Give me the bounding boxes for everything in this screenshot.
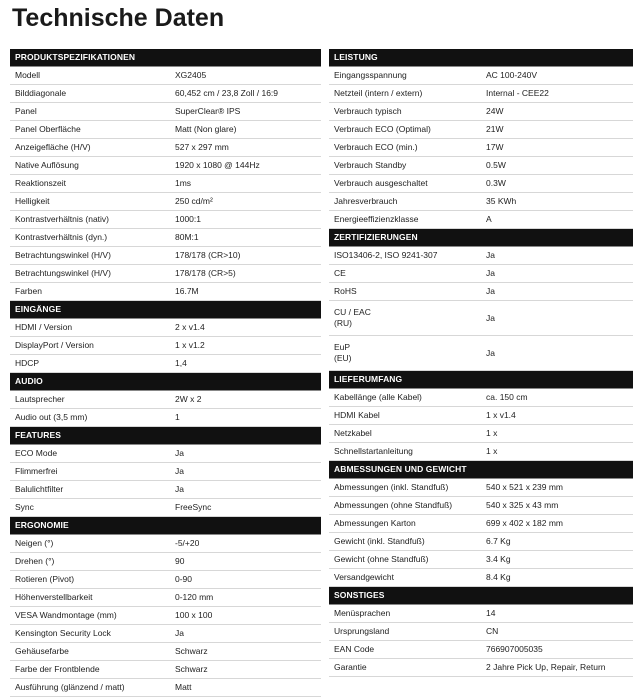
spec-row <box>10 661 321 679</box>
spec-value: 80M:1 <box>175 232 199 242</box>
spec-label: Betrachtungswinkel (H/V) <box>15 268 111 278</box>
spec-row <box>10 193 321 211</box>
spec-label: EAN Code <box>334 644 375 654</box>
spec-value: Ja <box>175 466 184 476</box>
spec-value: Ja <box>486 250 495 260</box>
spec-value: 1,4 <box>175 358 187 368</box>
spec-value: 540 x 521 x 239 mm <box>486 482 564 492</box>
spec-value: XG2405 <box>175 70 207 80</box>
spec-value: Internal - CEE22 <box>486 88 549 98</box>
spec-label: Lautsprecher <box>15 394 65 404</box>
spec-value: 1ms <box>175 178 192 188</box>
spec-row <box>10 589 321 607</box>
spec-label: Farbe der Frontblende <box>15 664 100 674</box>
spec-value: 90 <box>175 556 185 566</box>
spec-row <box>329 301 633 336</box>
spec-row <box>10 211 321 229</box>
spec-value: 1000:1 <box>175 214 201 224</box>
spec-value: 0-90 <box>175 574 193 584</box>
spec-row <box>329 641 633 659</box>
spec-row <box>10 499 321 517</box>
spec-label: Ausführung (glänzend / matt) <box>15 682 125 692</box>
spec-value: 0.5W <box>486 160 506 170</box>
spec-value: 100 x 100 <box>175 610 213 620</box>
spec-row <box>10 139 321 157</box>
spec-row <box>10 355 321 373</box>
section-header-features: FEATURES <box>10 427 321 445</box>
spec-row <box>10 247 321 265</box>
spec-row <box>10 679 321 697</box>
spec-row <box>10 265 321 283</box>
spec-label: Energieeffizienzklasse <box>334 214 419 224</box>
spec-label: Verbrauch ausgeschaltet <box>334 178 428 188</box>
spec-row <box>10 337 321 355</box>
spec-label: Menüsprachen <box>334 608 391 618</box>
spec-row <box>10 571 321 589</box>
spec-label: Versandgewicht <box>334 572 395 582</box>
section-header-produktspezifikationen: PRODUKTSPEZIFIKATIONEN <box>10 49 321 67</box>
section-header-audio: AUDIO <box>10 373 321 391</box>
spec-value: 2 Jahre Pick Up, Repair, Return <box>486 662 606 672</box>
spec-value: 540 x 325 x 43 mm <box>486 500 559 510</box>
spec-row <box>329 425 633 443</box>
section-header-lieferumfang: LIEFERUMFANG <box>329 371 633 389</box>
spec-row <box>10 625 321 643</box>
spec-row <box>10 67 321 85</box>
spec-label: Kontrastverhältnis (nativ) <box>15 214 110 224</box>
spec-row <box>329 211 633 229</box>
spec-row <box>10 463 321 481</box>
spec-label: Schnellstartanleitung <box>334 446 413 456</box>
spec-row <box>329 479 633 497</box>
spec-label: Verbrauch ECO (Optimal) <box>334 124 431 134</box>
spec-value: Ja <box>486 312 495 323</box>
spec-row <box>10 643 321 661</box>
spec-label: Abmessungen (inkl. Standfuß) <box>334 482 449 492</box>
spec-label: EuP (EU) <box>334 342 352 363</box>
right-spec-column <box>329 49 633 677</box>
spec-value: 3.4 Kg <box>486 554 511 564</box>
spec-value: 250 cd/m² <box>175 196 213 206</box>
spec-label: Verbrauch Standby <box>334 160 407 170</box>
spec-value: 699 x 402 x 182 mm <box>486 518 564 528</box>
spec-row <box>10 319 321 337</box>
spec-row <box>10 481 321 499</box>
spec-value: 0-120 mm <box>175 592 214 602</box>
spec-row <box>10 391 321 409</box>
spec-row <box>329 85 633 103</box>
spec-value: AC 100-240V <box>486 70 538 80</box>
spec-row <box>329 175 633 193</box>
spec-label: CU / EAC (RU) <box>334 307 371 328</box>
section-header-ergonomie: ERGONOMIE <box>10 517 321 535</box>
spec-value: 178/178 (CR>10) <box>175 250 241 260</box>
spec-label: Audio out (3,5 mm) <box>15 412 88 422</box>
spec-row <box>329 157 633 175</box>
spec-label: Abmessungen (ohne Standfuß) <box>334 500 453 510</box>
section-header-einga-nge: EINGÄNGE <box>10 301 321 319</box>
spec-label: Bilddiagonale <box>15 88 67 98</box>
spec-row <box>329 515 633 533</box>
spec-value: 1 <box>175 412 180 422</box>
spec-label: Balulichtfilter <box>15 484 64 494</box>
spec-value: 527 x 297 mm <box>175 142 229 152</box>
spec-row <box>10 85 321 103</box>
spec-label: Gewicht (ohne Standfuß) <box>334 554 429 564</box>
spec-value: 1 x <box>486 446 498 456</box>
spec-row <box>10 175 321 193</box>
section-header-leistung: LEISTUNG <box>329 49 633 67</box>
spec-label: Gehäusefarbe <box>15 646 69 656</box>
spec-label: Native Auflösung <box>15 160 79 170</box>
spec-row <box>329 265 633 283</box>
spec-value: 1 x v1.4 <box>486 410 516 420</box>
spec-value: Ja <box>486 347 495 358</box>
spec-value: Ja <box>486 286 495 296</box>
spec-value: 1 x <box>486 428 498 438</box>
spec-row <box>10 121 321 139</box>
spec-label: ISO13406-2, ISO 9241-307 <box>334 250 438 260</box>
spec-label: Drehen (°) <box>15 556 55 566</box>
spec-label: Helligkeit <box>15 196 50 206</box>
spec-value: 24W <box>486 106 504 116</box>
spec-row <box>329 103 633 121</box>
spec-value: FreeSync <box>175 502 212 512</box>
spec-value: 35 KWh <box>486 196 517 206</box>
spec-row <box>329 533 633 551</box>
spec-label: Panel <box>15 106 37 116</box>
spec-row <box>329 247 633 265</box>
spec-row <box>329 389 633 407</box>
spec-label: Verbrauch ECO (min.) <box>334 142 418 152</box>
section-header-sonstiges: SONSTIGES <box>329 587 633 605</box>
spec-row <box>329 139 633 157</box>
spec-label: Kensington Security Lock <box>15 628 111 638</box>
spec-value: 178/178 (CR>5) <box>175 268 236 278</box>
section-header-zertifizierungen: ZERTIFIZIERUNGEN <box>329 229 633 247</box>
left-spec-column <box>10 49 321 697</box>
spec-label: Verbrauch typisch <box>334 106 402 116</box>
spec-row <box>10 445 321 463</box>
spec-label: DisplayPort / Version <box>15 340 94 350</box>
spec-label: Höhenverstellbarkeit <box>15 592 93 602</box>
spec-row <box>329 659 633 677</box>
spec-row <box>329 623 633 641</box>
spec-value: Ja <box>486 268 495 278</box>
spec-row <box>329 283 633 301</box>
spec-label: Gewicht (inkl. Standfuß) <box>334 536 425 546</box>
spec-row <box>329 193 633 211</box>
spec-label: Eingangsspannung <box>334 70 407 80</box>
spec-label: Netzteil (intern / extern) <box>334 88 423 98</box>
spec-label: Rotieren (Pivot) <box>15 574 75 584</box>
spec-value: 766907005035 <box>486 644 543 654</box>
spec-label: Modell <box>15 70 41 80</box>
section-header-abmessungen-und-gewicht: ABMESSUNGEN UND GEWICHT <box>329 461 633 479</box>
spec-value: 21W <box>486 124 504 134</box>
spec-value: 1 x v1.2 <box>175 340 205 350</box>
spec-label: Ursprungsland <box>334 626 390 636</box>
spec-row <box>10 157 321 175</box>
spec-row <box>329 121 633 139</box>
spec-value: -5/+20 <box>175 538 200 548</box>
spec-label: Panel Oberfläche <box>15 124 81 134</box>
spec-label: Farben <box>15 286 42 296</box>
spec-label: RoHS <box>334 286 357 296</box>
spec-value: 8.4 Kg <box>486 572 511 582</box>
spec-value: 6.7 Kg <box>486 536 511 546</box>
spec-value: Schwarz <box>175 646 208 656</box>
spec-row <box>10 283 321 301</box>
spec-row <box>329 336 633 371</box>
spec-row <box>10 409 321 427</box>
spec-label: Neigen (°) <box>15 538 54 548</box>
spec-label: HDCP <box>15 358 40 368</box>
spec-value: 0.3W <box>486 178 506 188</box>
spec-row <box>329 407 633 425</box>
spec-row <box>329 443 633 461</box>
spec-label: Kabellänge (alle Kabel) <box>334 392 422 402</box>
spec-label: Sync <box>15 502 34 512</box>
spec-row <box>10 535 321 553</box>
spec-label: Betrachtungswinkel (H/V) <box>15 250 111 260</box>
spec-value: 14 <box>486 608 496 618</box>
spec-value: SuperClear® IPS <box>175 106 241 116</box>
spec-value: Ja <box>175 484 184 494</box>
page-title: Technische Daten <box>12 4 225 32</box>
spec-row <box>10 553 321 571</box>
spec-value: 60,452 cm / 23,8 Zoll / 16:9 <box>175 88 279 98</box>
spec-value: ca. 150 cm <box>486 392 528 402</box>
spec-row <box>10 103 321 121</box>
spec-label: Abmessungen Karton <box>334 518 416 528</box>
spec-value: Ja <box>175 628 184 638</box>
spec-value: 2 x v1.4 <box>175 322 205 332</box>
spec-row <box>329 67 633 85</box>
spec-label: VESA Wandmontage (mm) <box>15 610 117 620</box>
spec-value: 17W <box>486 142 504 152</box>
spec-value: A <box>486 214 492 224</box>
spec-row <box>10 607 321 625</box>
spec-label: Anzeigefläche (H/V) <box>15 142 91 152</box>
spec-label: Reaktionszeit <box>15 178 67 188</box>
spec-row <box>329 497 633 515</box>
spec-value: Schwarz <box>175 664 208 674</box>
spec-label: Jahresverbrauch <box>334 196 398 206</box>
spec-value: 16.7M <box>175 286 199 296</box>
spec-label: Garantie <box>334 662 367 672</box>
spec-row <box>329 569 633 587</box>
spec-value: CN <box>486 626 499 636</box>
spec-row <box>329 605 633 623</box>
spec-value: 1920 x 1080 @ 144Hz <box>175 160 260 170</box>
spec-label: Netzkabel <box>334 428 372 438</box>
spec-value: Matt (Non glare) <box>175 124 237 134</box>
spec-row <box>10 229 321 247</box>
spec-label: HDMI Kabel <box>334 410 380 420</box>
spec-label: ECO Mode <box>15 448 58 458</box>
spec-label: Kontrastverhältnis (dyn.) <box>15 232 108 242</box>
spec-value: 2W x 2 <box>175 394 202 404</box>
spec-label: Flimmerfrei <box>15 466 58 476</box>
spec-row <box>329 551 633 569</box>
spec-value: Matt <box>175 682 192 692</box>
spec-value: Ja <box>175 448 184 458</box>
spec-label: HDMI / Version <box>15 322 73 332</box>
spec-label: CE <box>334 268 346 278</box>
